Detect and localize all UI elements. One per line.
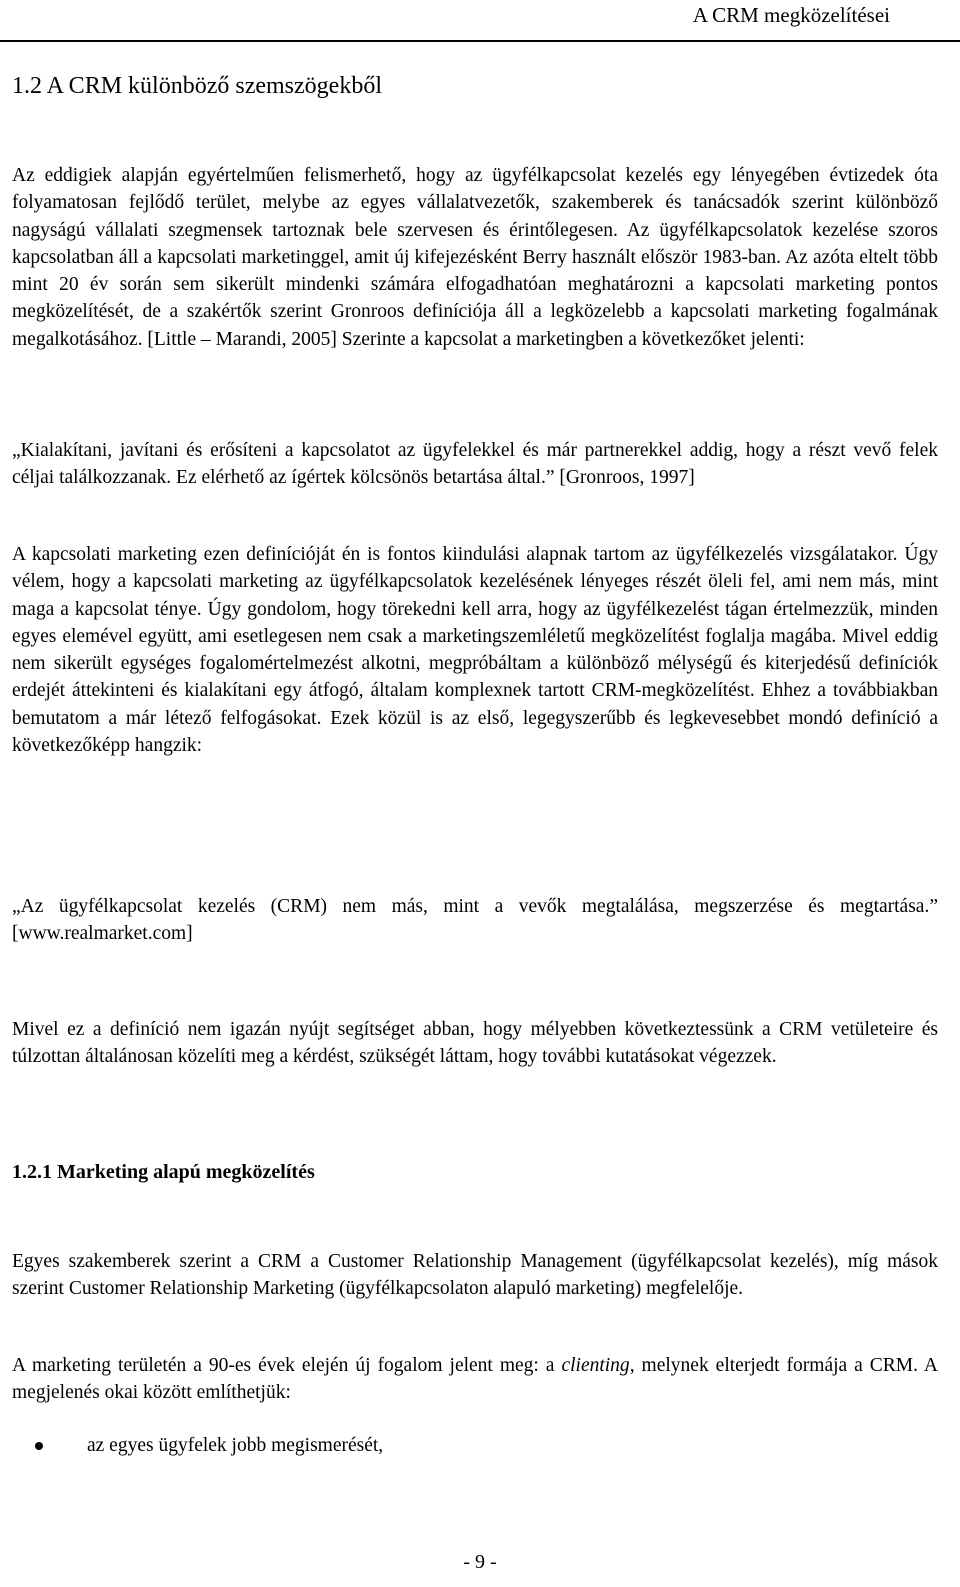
clienting-text-after: , melynek elterjedt formája a CRM. A megjelenés okai között említhetjük: xyxy=(12,1355,939,1404)
page-number: - 9 - xyxy=(463,1551,497,1573)
paragraph-clienting xyxy=(12,1352,938,1407)
paragraph-definition: A kapcsolati marketing ezen definícióját én is fontos kiindulási alapnak tartom az ügyfélkezelés vizsgálatakor. Úgy vélem, hogy a kapcsolati marketing az ügyfélkapcsolatok kezelésének lényeges részét öleli fel, ami nem más, mint maga a kapcsolat ténye. Úgy gondolom, hogy törekedni kell arra, hogy az ügyfélkezelést tágan értelmezzük, minden egyes elemével együtt, ami esetlegesen nem csak a marketingszemléletű megközelítést foglalja magába. Mivel eddig nem sikerült egységes fogalomértelmezést alkotni, megpróbáltam a különböző mélységű és kiterjedésű definíciók erdejét áttekinteni és kialakítani egy átfogó, általam komplexnek tartott CRM-megközelítést. Ehhez a továbbiakban bemutatom a már létező felfogásokat. Ezek közül is az első, legegyszerűbb és legkevesebbet mondó definíció a következőképp hangzik: xyxy=(12,544,938,757)
clienting-text-before: A marketing területén a 90-es évek elején új fogalom jelent meg: a xyxy=(12,1355,562,1376)
running-header: A CRM megközelítései xyxy=(692,3,890,27)
paragraph-crm-meaning: Egyes szakemberek szerint a CRM a Customer Relationship Management (ügyfélkapcsolat kezelés), míg mások szerint Customer Relationship Marketing (ügyfélkapcsolaton alapuló marketing) megfelelője. xyxy=(12,1251,938,1300)
section-title: 1.2 A CRM különböző szemszögekből xyxy=(12,73,382,99)
header-rule xyxy=(0,40,960,42)
quote-realmarket: „Az ügyfélkapcsolat kezelés (CRM) nem más, mint a vevők megtalálása, megszerzése és megtartása.” [www.realmarket.com] xyxy=(12,896,938,945)
clienting-term: clienting xyxy=(561,1355,630,1376)
subsection-title: 1.2.1 Marketing alapú megközelítés xyxy=(12,1161,315,1183)
quote-gronroos: „Kialakítani, javítani és erősíteni a kapcsolatot az ügyfelekkel és már partnerekkel addig, hogy a részt vevő felek céljai találkozzanak. Ez elérhető az ígértek kölcsönös betartása által.” [Gronroos, 1997] xyxy=(12,440,938,489)
reasons-list xyxy=(12,1432,938,1459)
bullet-icon xyxy=(35,1442,43,1450)
list-item-text: az egyes ügyfelek jobb megismerését, xyxy=(87,1435,384,1456)
paragraph-intro: Az eddigiek alapján egyértelműen felismerhető, hogy az ügyfélkapcsolat kezelés egy lényegében évtizedek óta folyamatosan fejlődő terület, melybe az egyes vállalatvezetők, szakemberek és tanácsadók szerint különböző nagyságú vállalati szegmensek tartoznak bele szervesen és érintőlegesen. Az ügyfélkapcsolatok kezelése szoros kapcsolatban áll a kapcsolati marketinggel, amit új kifejezésként Berry használt először 1983-ban. Az azóta eltelt több mint 20 év során sem sikerült mindenki számára elfogadhatóan meghatározni a kapcsolati marketing pontos megközelítését, de a szakértők szerint Gronroos definíciója áll a legközelebb a kapcsolati marketing fogalmának megalkotásához. [Little – Marandi, 2005] Szerinte a kapcsolat a marketingben a következőket jelenti: xyxy=(12,165,938,350)
list-item xyxy=(12,1432,938,1459)
paragraph-further-research: Mivel ez a definíció nem igazán nyújt segítséget abban, hogy mélyebben következtessünk a CRM vetületeire és túlzottan általánosan közelíti meg a kérdést, szükségét láttam, hogy további kutatásokat végezzek. xyxy=(12,1019,938,1068)
